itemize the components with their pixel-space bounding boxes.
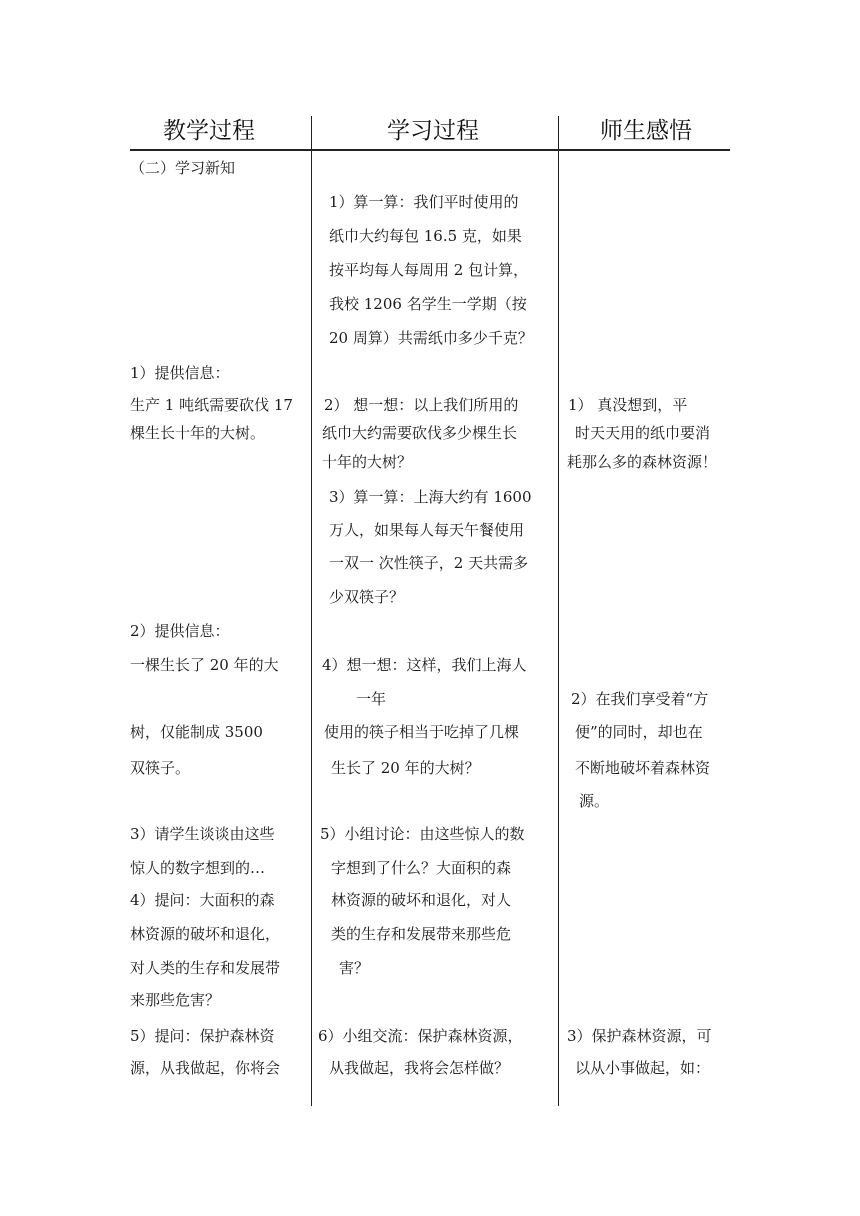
learning-activity-6-line-2: 从我做起，我将会怎样做？ xyxy=(329,1059,510,1077)
learning-activity-5-line-1: 5）小组讨论：由这些惊人的数 xyxy=(320,825,525,843)
column-divider-2 xyxy=(558,116,559,1106)
learning-activity-3-line-3: 一双一 次性筷子，2 天共需多 xyxy=(329,554,529,572)
teaching-item-1-line-2: 棵生长十年的大树。 xyxy=(130,424,266,442)
teaching-item-5-line-2: 源，从我做起，你将会 xyxy=(130,1059,281,1077)
learning-activity-4-line-2: 一年 xyxy=(356,690,387,708)
header-reflection: 师生感悟 xyxy=(600,118,692,144)
reflection-3-line-1: 3）保护森林资源，可 xyxy=(567,1027,712,1045)
teaching-item-4-line-3: 对人类的生存和发展带 xyxy=(130,959,281,977)
reflection-1-line-2: 时天天用的纸巾要消 xyxy=(575,424,711,442)
teaching-item-3-line-1: 3）请学生谈谈由这些 xyxy=(130,825,275,843)
learning-activity-1-line-3: 按平均每人每周用 2 包计算， xyxy=(329,261,529,279)
reflection-1-line-3: 耗那么多的森林资源！ xyxy=(567,453,718,471)
teaching-item-2-title: 2）提供信息： xyxy=(130,622,230,640)
reflection-2-line-4: 源。 xyxy=(579,792,610,810)
section-title: （二）学习新知 xyxy=(130,159,236,177)
reflection-2-line-3: 不断地破坏着森林资 xyxy=(575,759,711,777)
learning-activity-5-line-3: 林资源的破坏和退化，对人 xyxy=(331,891,512,909)
teaching-item-3-line-2: 惊人的数字想到的… xyxy=(130,859,266,877)
learning-activity-4-line-3: 使用的筷子相当于吃掉了几棵 xyxy=(324,723,520,741)
reflection-1-line-1: 1） 真没想到，平 xyxy=(568,396,688,414)
teaching-item-1-title: 1）提供信息： xyxy=(130,364,230,382)
learning-activity-1-line-2: 纸巾大约每包 16.5 克，如果 xyxy=(329,227,522,245)
learning-activity-2-line-1: 2） 想一想：以上我们所用的 xyxy=(324,396,519,414)
learning-activity-5-line-4: 类的生存和发展带来那些危 xyxy=(331,925,512,943)
teaching-item-4-line-4: 来那些危害？ xyxy=(130,991,221,1009)
teaching-item-5-line-1: 5）提问：保护森林资 xyxy=(130,1027,275,1045)
learning-activity-5-line-2: 字想到了什么？大面积的森 xyxy=(331,859,512,877)
teaching-item-2-line-3: 双筷子。 xyxy=(130,759,191,777)
teaching-item-4-line-1: 4）提问：大面积的森 xyxy=(130,891,275,909)
reflection-2-line-2: 便”的同时，却也在 xyxy=(575,723,703,741)
learning-activity-3-line-1: 3）算一算：上海大约有 1600 xyxy=(329,488,532,506)
learning-activity-2-line-3: 十年的大树？ xyxy=(322,453,413,471)
learning-activity-4-line-1: 4）想一想：这样，我们上海人 xyxy=(322,656,527,674)
header-teaching: 教学过程 xyxy=(163,118,255,144)
learning-activity-1-line-4: 我校 1206 名学生一学期（按 xyxy=(329,295,527,313)
learning-activity-5-line-5: 害？ xyxy=(339,959,370,977)
teaching-item-1-line-1: 生产 1 吨纸需要砍伐 17 xyxy=(130,396,293,414)
column-divider-1 xyxy=(311,116,312,1106)
learning-activity-1-line-1: 1）算一算：我们平时使用的 xyxy=(329,193,519,211)
learning-activity-3-line-4: 少双筷子？ xyxy=(329,588,405,606)
learning-activity-2-line-2: 纸巾大约需要砍伐多少棵生长 xyxy=(322,424,518,442)
learning-activity-6-line-1: 6）小组交流：保护森林资源， xyxy=(318,1027,523,1045)
teaching-item-4-line-2: 林资源的破坏和退化， xyxy=(130,925,281,943)
header-rule xyxy=(130,149,730,151)
reflection-2-line-1: 2）在我们享受着“方 xyxy=(571,690,709,708)
learning-activity-3-line-2: 万人，如果每人每天午餐使用 xyxy=(329,521,525,539)
learning-activity-4-line-4: 生长了 20 年的大树？ xyxy=(331,759,480,777)
reflection-3-line-2: 以从小事做起，如： xyxy=(575,1059,711,1077)
header-learning: 学习过程 xyxy=(387,118,479,144)
teaching-item-2-line-2: 树，仅能制成 3500 xyxy=(130,723,263,741)
learning-activity-1-line-5: 20 周算）共需纸巾多少千克？ xyxy=(329,329,533,347)
teaching-item-2-line-1: 一棵生长了 20 年的大 xyxy=(130,656,279,674)
